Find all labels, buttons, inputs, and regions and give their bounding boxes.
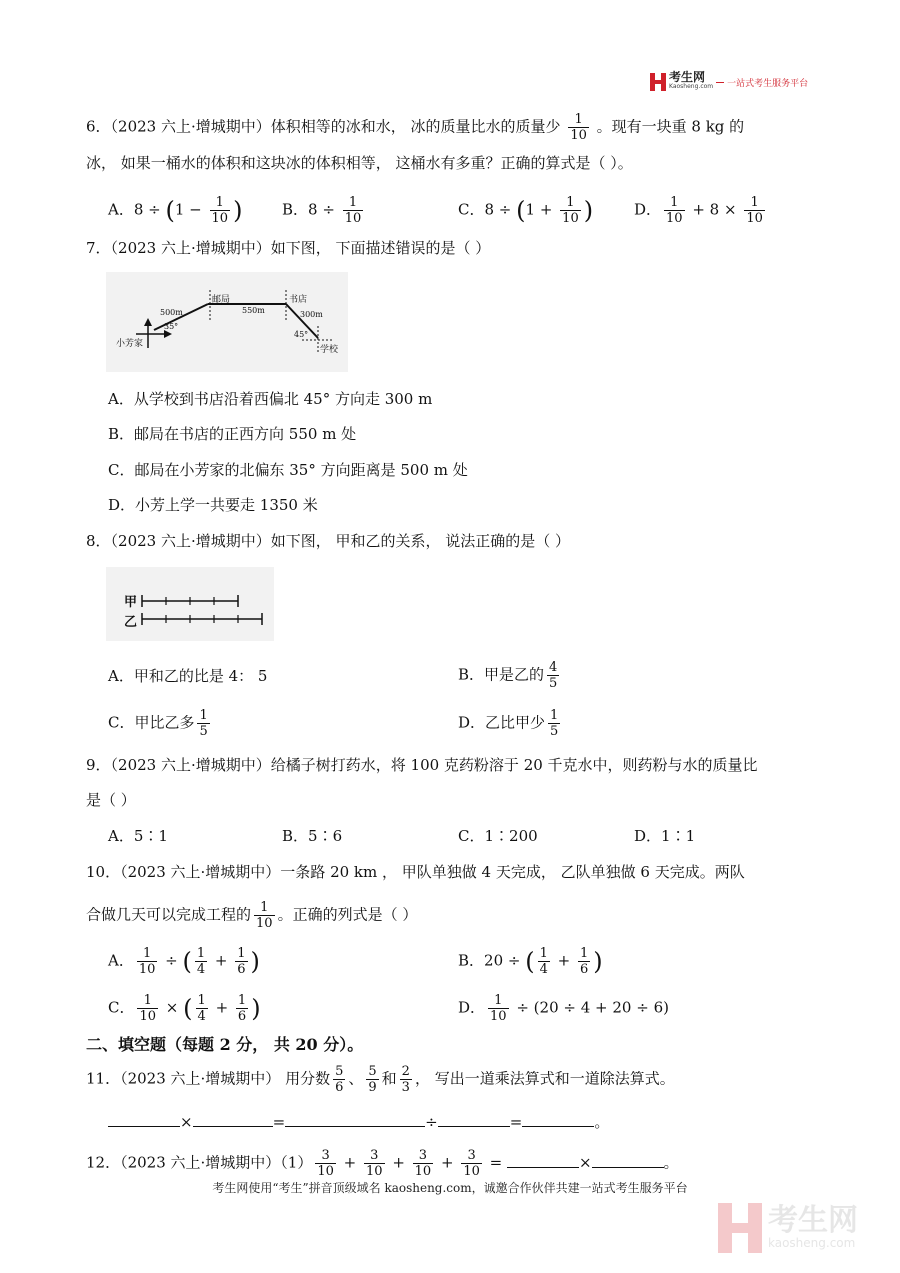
q6-line1: 6．（2023 六上·增城期中）体积相等的冰和水， 冰的质量比水的质量少 $\frac{1}{10}$ 。现有一块重 8 kg 的	[86, 112, 745, 143]
q6-option-c[interactable]: C．8 ÷ (1 + $\frac{1}{10}$ )	[458, 195, 594, 226]
q11-stem: 11．（2023 六上·增城期中） 用分数 $\frac{5}{6}$ 、 $\frac{5}{9}$ 和 $\frac{2}{3}$ ， 写出一道乘法算式和一道除法算式。	[86, 1064, 675, 1095]
q7-option-a[interactable]: A．从学校到书店沿着西偏北 45° 方向走 300 m	[108, 390, 433, 408]
q6-fraction: $\frac{1}{10}$	[570, 112, 587, 143]
q11-answer-line: × = ÷ = 。	[108, 1110, 609, 1132]
distance-500: 500m	[160, 308, 183, 317]
q8-option-d[interactable]: D．乙比甲少 $\frac{1}{5}$	[458, 708, 559, 739]
q9-option-c[interactable]: C．1∶200	[458, 827, 538, 845]
header-slogan: 一站式考生服务平台	[727, 78, 809, 89]
watermark	[718, 1203, 858, 1253]
q7-option-b[interactable]: B．邮局在书店的正西方向 550 m 处	[108, 425, 357, 443]
kaosheng-logo-icon	[650, 73, 666, 91]
q11-blank-1[interactable]	[108, 1110, 180, 1127]
q10-option-a[interactable]: A． $\frac{1}{10}$ ÷ ( $\frac{1}{4}$ + $\frac{1}{6}$ )	[108, 946, 260, 977]
header-logo	[650, 72, 808, 92]
bookstore-label: 书店	[289, 295, 308, 305]
angle-35: 35°	[164, 322, 179, 331]
section-fill-in-title: 二、填空题（每题 2 分， 共 20 分）。	[86, 1035, 364, 1054]
q11-blank-4[interactable]	[438, 1110, 510, 1127]
watermark-sub: kaosheng.com	[768, 1236, 856, 1250]
q11-blank-3[interactable]	[285, 1110, 425, 1127]
q11-blank-2[interactable]	[193, 1110, 273, 1127]
q12-stem: 12．（2023 六上·增城期中）（1） $\frac{3}{10}$ + $\frac{3}{10}$ + $\frac{3}{10}$ + $\frac{3}{10}$ = × 。	[86, 1148, 679, 1179]
q10-option-c[interactable]: C． $\frac{1}{10}$ × ( $\frac{1}{4}$ + $\frac{1}{6}$ )	[108, 993, 261, 1024]
home-north-arrow-icon	[144, 318, 152, 326]
q8-option-b[interactable]: B．甲是乙的 $\frac{4}{5}$	[458, 660, 558, 691]
watermark-text: 考生网	[768, 1203, 858, 1238]
distance-550: 550m	[242, 306, 265, 315]
q12-blank-1[interactable]	[507, 1151, 579, 1168]
logo-text: 考生网	[669, 70, 706, 84]
q10-option-b[interactable]: B．20 ÷ ( $\frac{1}{4}$ + $\frac{1}{6}$ )	[458, 946, 603, 977]
q7-option-d[interactable]: D．小芳上学一共要走 1350 米	[108, 496, 318, 514]
q6-option-b[interactable]: B．8 ÷ $\frac{1}{10}$	[282, 195, 362, 226]
distance-300: 300m	[300, 310, 323, 319]
q7-stem: 7．（2023 六上·增城期中）如下图， 下面描述错误的是（ ）	[86, 239, 491, 257]
q10-line1: 10．（2023 六上·增城期中）一条路 20 km ， 甲队单独做 4 天完成， 乙队单独做 6 天完成。两队	[86, 863, 745, 881]
q8-option-c[interactable]: C．甲比乙多 $\frac{1}{5}$	[108, 708, 208, 739]
home-label: 小芳家	[116, 339, 144, 349]
footer-text: 考生网使用“考生”拼音顶级域名 kaosheng.com，诚邀合作伙伴共建一站式考生服务平台	[212, 1181, 688, 1195]
q9-line1: 9．（2023 六上·增城期中）给橘子树打药水，将 100 克药粉溶于 20 千克水中，则药粉与水的质量比	[86, 756, 758, 774]
q6-option-a[interactable]: A．8 ÷ (1 − $\frac{1}{10}$ )	[108, 195, 243, 226]
q9-option-d[interactable]: D．1∶1	[634, 827, 696, 845]
q6-line2: 冰， 如果一桶水的体积和这块冰的体积相等， 这桶水有多重？正确的算式是（ ）。	[86, 154, 633, 172]
q10-option-d[interactable]: D． $\frac{1}{10}$ ÷ (20 ÷ 4 + 20 ÷ 6)	[458, 993, 669, 1024]
q8-bar-figure	[106, 567, 274, 641]
post-office-label: 邮局	[212, 295, 231, 305]
q7-map-figure	[106, 272, 348, 372]
q9-line2: 是（ ）	[86, 791, 136, 809]
q12-blank-2[interactable]	[592, 1151, 664, 1168]
q11-blank-5[interactable]	[522, 1110, 594, 1127]
watermark-logo-icon	[718, 1203, 762, 1253]
q6-option-d[interactable]: D． $\frac{1}{10}$ + 8 × $\frac{1}{10}$	[634, 195, 763, 226]
q9-option-a[interactable]: A．5∶1	[108, 827, 168, 845]
school-label: 学校	[320, 345, 339, 355]
angle-45: 45°	[294, 330, 309, 339]
home-east-arrow-icon	[164, 330, 172, 338]
q8-stem: 8．（2023 六上·增城期中）如下图， 甲和乙的关系， 说法正确的是（ ）	[86, 532, 571, 550]
q7-option-c[interactable]: C．邮局在小芳家的北偏东 35° 方向距离是 500 m 处	[108, 461, 468, 479]
q9-option-b[interactable]: B．5∶6	[282, 827, 343, 845]
q10-line2: 合做几天可以完成工程的 $\frac{1}{10}$ 。正确的列式是（ ）	[86, 900, 418, 931]
jia-label: 甲	[124, 595, 138, 610]
logo-sub: Kaosheng.com	[669, 83, 714, 90]
q8-option-a[interactable]: A．甲和乙的比是 4： 5	[108, 667, 268, 685]
yi-label: 乙	[124, 615, 138, 630]
